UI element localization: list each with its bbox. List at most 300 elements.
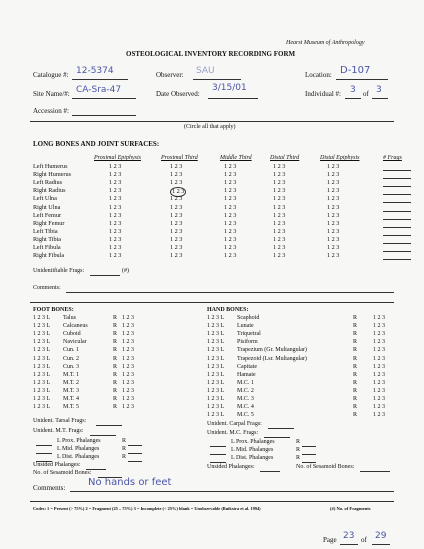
score-options[interactable]: 1 2 3 xyxy=(224,171,237,179)
left-score-options[interactable]: 1 2 3 L xyxy=(207,396,225,402)
score-options[interactable]: 1 2 3 xyxy=(224,219,237,227)
score-options[interactable]: 1 2 3 xyxy=(224,187,237,195)
long-bone-label: Left Femur xyxy=(33,211,62,219)
score-options[interactable]: 1 2 3 xyxy=(273,187,286,195)
foot-bone-name: Cun. 2 xyxy=(63,355,80,362)
col-distal-third: Distal Third xyxy=(270,155,300,161)
hand-bone-row xyxy=(207,403,397,411)
hand-dist-r-line[interactable] xyxy=(302,462,316,463)
right-marker: R xyxy=(353,315,358,321)
catalogue-line xyxy=(72,79,128,80)
left-score-options[interactable]: 1 2 3 L xyxy=(207,315,225,321)
foot-bone-name: Cun. 3 xyxy=(63,363,80,370)
score-options[interactable]: 1 2 3 xyxy=(170,227,183,235)
foot-bone-row xyxy=(33,330,203,338)
score-options[interactable]: 1 2 3 xyxy=(273,203,286,211)
hand-bone-name: Trapezium (Gr. Multangular) xyxy=(237,347,307,354)
foot-mid-r-line[interactable] xyxy=(128,453,142,454)
bottom-comments-value[interactable]: No hands or feet xyxy=(88,477,172,488)
foot-bone-row xyxy=(33,379,203,387)
right-marker: R xyxy=(353,331,358,338)
date-value[interactable]: 3/15/01 xyxy=(212,83,247,93)
hand-prox-r-line[interactable] xyxy=(302,446,316,447)
left-score-options[interactable]: 1 2 3 L xyxy=(207,331,225,338)
left-score-options[interactable]: 1 2 3 L xyxy=(33,387,51,394)
hand-bone-row xyxy=(207,330,397,338)
score-options[interactable]: 1 2 3 xyxy=(170,179,183,187)
unidentifiable-line[interactable] xyxy=(90,275,120,276)
location-line xyxy=(336,79,388,80)
left-score-options[interactable]: 1 2 3 L xyxy=(33,363,51,370)
right-marker: R xyxy=(113,355,118,362)
unident-carpal: Unident. Carpal Frags: xyxy=(207,421,262,427)
fragments-note: (#) No. of Fragments xyxy=(330,506,371,511)
foot-bone-name: M.T. 2 xyxy=(63,379,80,386)
hand-unsided-line[interactable] xyxy=(260,471,280,472)
long-bone-row xyxy=(0,252,424,260)
score-options[interactable]: 1 2 3 xyxy=(327,163,340,170)
score-options[interactable]: 1 2 3 xyxy=(273,195,286,203)
foot-dist: L Dist. Phalanges xyxy=(57,454,100,460)
score-options[interactable]: 1 2 3 xyxy=(273,179,286,187)
bottom-comments-line-2 xyxy=(30,501,394,502)
right-score-options[interactable]: 1 2 3 xyxy=(122,339,134,346)
hand-bone-name: Lunate xyxy=(237,323,254,330)
long-bone-row xyxy=(0,236,424,244)
header-rule xyxy=(30,121,394,122)
right-marker: R xyxy=(353,412,358,419)
col-proximal-third: Proximal Third xyxy=(161,155,198,161)
score-options[interactable]: 1 2 3 xyxy=(224,235,237,243)
foot-prox-r-line[interactable] xyxy=(128,445,142,446)
hand-bone-name: Triquetral xyxy=(237,331,261,338)
right-score-options[interactable]: 1 2 3 xyxy=(373,315,385,321)
page-number[interactable]: 23 xyxy=(343,531,355,541)
foot-bone-row xyxy=(33,363,203,371)
right-score-options[interactable]: 1 2 3 xyxy=(122,315,134,321)
hand-bone-name: M.C. 4 xyxy=(237,404,254,411)
right-marker: R xyxy=(113,387,118,394)
long-bone-row xyxy=(0,228,424,236)
foot-bone-row xyxy=(33,314,203,322)
score-options[interactable]: 1 2 3 xyxy=(170,235,183,243)
right-score-options[interactable]: 1 2 3 xyxy=(373,412,385,419)
score-options[interactable]: 1 2 3 xyxy=(273,244,286,251)
long-bone-row xyxy=(0,187,424,195)
site-label: Site Name/#: xyxy=(33,90,70,98)
score-options[interactable]: 1 2 3 xyxy=(109,179,122,187)
right-score-options[interactable]: 1 2 3 xyxy=(122,396,134,402)
long-bone-label: Right Ulna xyxy=(33,203,61,211)
right-score-options[interactable]: 1 2 3 xyxy=(373,404,385,411)
unident-carpal-line[interactable] xyxy=(268,428,294,429)
score-options[interactable]: 1 2 3 xyxy=(109,163,122,170)
hand-bone-name: Capitate xyxy=(237,363,257,370)
long-bone-row xyxy=(0,195,424,203)
foot-bone-name: Talus xyxy=(63,315,76,321)
hand-bone-name: Scaphoid xyxy=(237,315,260,321)
score-options[interactable]: 1 2 3 xyxy=(327,244,340,251)
site-value[interactable]: CA-Sra-47 xyxy=(76,85,122,95)
unident-tarsal: Unident. Tarsal Frags: xyxy=(33,418,87,424)
individual-total[interactable]: 3 xyxy=(376,85,382,95)
score-options[interactable]: 1 2 3 xyxy=(224,211,237,219)
hand-bone-row xyxy=(207,338,397,346)
right-score-options[interactable]: 1 2 3 xyxy=(122,404,134,411)
right-marker: R xyxy=(113,404,118,411)
individual-line xyxy=(345,98,361,99)
long-bone-label: Right Radius xyxy=(33,187,66,195)
hand-title: HAND BONES: xyxy=(207,307,249,313)
score-options[interactable]: 1 2 3 xyxy=(170,163,183,170)
score-options[interactable]: 1 2 3 xyxy=(170,211,183,219)
individual-value[interactable]: 3 xyxy=(350,85,356,95)
score-options[interactable]: 1 2 3 xyxy=(273,163,286,170)
catalogue-value[interactable]: 12-5374 xyxy=(76,66,114,76)
score-options[interactable]: 1 2 3 xyxy=(109,187,122,195)
unident-tarsal-line[interactable] xyxy=(96,425,122,426)
left-score-options[interactable]: 1 2 3 L xyxy=(207,404,225,411)
foot-sesamoid: No. of Sesamoid Bones: xyxy=(33,470,92,476)
long-bone-label: Right Fibula xyxy=(33,252,65,260)
left-score-options[interactable]: 1 2 3 L xyxy=(33,347,51,354)
codes-legend: Codes: 1 = Present (> 75%) 2 = Fragment (25 – 75%) 3 = Incomplete (< 25%) blank = Unobservable (Buikstra et al. 1994) xyxy=(33,506,261,511)
observer-line xyxy=(193,79,241,80)
individual-of: of xyxy=(363,90,369,98)
hand-dist-r: R xyxy=(296,455,301,461)
museum-name: Hearst Museum of Anthropology xyxy=(286,40,365,46)
score-options[interactable]: 1 2 3 xyxy=(224,195,237,203)
right-marker: R xyxy=(353,323,358,330)
observer-label: Observer: xyxy=(156,71,184,79)
score-options[interactable]: 1 2 3 xyxy=(170,244,183,251)
hand-bone-name: Trapezoid (Lsr. Multangular) xyxy=(237,355,307,362)
long-bone-label: Left Radius xyxy=(33,179,63,187)
hand-bone-name: M.C. 5 xyxy=(237,412,254,419)
score-options[interactable]: 1 2 3 xyxy=(170,252,183,260)
unidentifiable-label: Unidentifiable Frags: xyxy=(33,268,85,274)
score-options[interactable]: 1 2 3 xyxy=(109,171,122,179)
left-score-options[interactable]: 1 2 3 L xyxy=(33,371,51,378)
score-options[interactable]: 1 2 3 xyxy=(327,219,340,227)
right-marker: R xyxy=(353,355,358,362)
score-options[interactable]: 1 2 3 xyxy=(170,219,183,227)
long-bone-row xyxy=(0,220,424,228)
long-bone-row xyxy=(0,212,424,220)
right-marker: R xyxy=(113,331,118,338)
score-options[interactable]: 1 2 3 xyxy=(109,219,122,227)
long-bone-row xyxy=(0,163,424,171)
foot-bone-row xyxy=(33,371,203,379)
score-options[interactable]: 1 2 3 xyxy=(109,203,122,211)
unident-mt-line[interactable] xyxy=(90,435,116,436)
unident-mc-line[interactable] xyxy=(264,437,290,438)
foot-bone-name: M.T. 5 xyxy=(63,404,80,411)
score-options[interactable]: 1 2 3 xyxy=(224,179,237,187)
right-score-options[interactable]: 1 2 3 xyxy=(122,363,134,370)
left-score-options[interactable]: 1 2 3 L xyxy=(33,339,51,346)
hand-bone-row xyxy=(207,363,397,371)
score-options[interactable]: 1 2 3 xyxy=(273,219,286,227)
foot-bone-name: M.T. 1 xyxy=(63,371,80,378)
foot-dist-r: R xyxy=(122,454,127,460)
score-options[interactable]: 1 2 3 xyxy=(273,235,286,243)
right-score-options[interactable]: 1 2 3 xyxy=(122,379,134,386)
site-line xyxy=(72,98,136,99)
score-options[interactable]: 1 2 3 xyxy=(327,235,340,243)
individual-total-line xyxy=(372,98,388,99)
hand-bone-row xyxy=(207,355,397,363)
score-options[interactable]: 1 2 3 xyxy=(224,227,237,235)
date-label: Date Observed: xyxy=(156,90,200,98)
score-options[interactable]: 1 2 3 xyxy=(327,187,340,195)
foot-bone-name: Calcaneus xyxy=(63,323,88,330)
page-of: of xyxy=(361,536,367,544)
hand-mid: L Mid. Phalanges xyxy=(231,447,274,453)
hand-bone-row xyxy=(207,314,397,322)
left-score-options[interactable]: 1 2 3 L xyxy=(33,315,51,321)
left-score-options[interactable]: 1 2 3 L xyxy=(207,412,225,419)
left-score-options[interactable]: 1 2 3 L xyxy=(33,323,51,330)
long-bone-label: Right Femur xyxy=(33,219,65,227)
score-options[interactable]: 1 2 3 xyxy=(273,171,286,179)
hand-bone-name: M.C. 2 xyxy=(237,387,254,394)
long-bone-label: Left Fibula xyxy=(33,244,61,251)
foot-title: FOOT BONES: xyxy=(33,307,74,313)
accession-line[interactable] xyxy=(72,115,136,116)
hand-bone-name: M.C. 1 xyxy=(237,379,254,386)
location-label: Location: xyxy=(305,71,332,79)
location-value[interactable]: D-107 xyxy=(340,65,371,76)
foot-dist-r-line[interactable] xyxy=(128,461,142,462)
score-options[interactable]: 1 2 3 xyxy=(170,171,183,179)
right-marker: R xyxy=(353,404,358,411)
foot-prox-line[interactable] xyxy=(36,445,52,446)
hand-bone-row xyxy=(207,379,397,387)
col-proximal-epiphysis: Proximal Epiphysis xyxy=(94,155,141,161)
right-score-options[interactable]: 1 2 3 xyxy=(122,323,134,330)
score-options[interactable]: 1 2 3 xyxy=(327,195,340,203)
right-score-options[interactable]: 1 2 3 xyxy=(373,347,385,354)
unidentifiable-suffix: (#) xyxy=(122,268,129,274)
score-options[interactable]: 1 2 3 xyxy=(170,195,183,203)
col-frags: # Frags xyxy=(383,155,402,161)
left-score-options[interactable]: 1 2 3 L xyxy=(33,331,51,338)
score-options[interactable]: 1 2 3 xyxy=(109,227,122,235)
date-line xyxy=(208,98,258,99)
left-score-options[interactable]: 1 2 3 L xyxy=(207,363,225,370)
right-score-options[interactable]: 1 2 3 xyxy=(373,331,385,338)
foot-mid-line[interactable] xyxy=(36,453,52,454)
right-marker: R xyxy=(113,339,118,346)
score-options[interactable]: 1 2 3 xyxy=(224,203,237,211)
foot-bone-name: Navicular xyxy=(63,339,87,346)
long-bone-label: Left Ulna xyxy=(33,195,57,203)
col-distal-epiphysis: Distal Epiphysis xyxy=(320,155,360,161)
long-bone-label: Right Tibia xyxy=(33,235,62,243)
right-score-options[interactable]: 1 2 3 xyxy=(373,379,385,386)
right-score-options[interactable]: 1 2 3 xyxy=(122,371,134,378)
hand-prox-line[interactable] xyxy=(210,446,226,447)
score-options[interactable]: 1 2 3 xyxy=(109,244,122,251)
foot-bone-row xyxy=(33,338,203,346)
page-label: Page xyxy=(323,536,337,544)
right-marker: R xyxy=(353,371,358,378)
right-score-options[interactable]: 1 2 3 xyxy=(373,363,385,370)
score-options[interactable]: 1 2 3 xyxy=(170,203,183,211)
left-score-options[interactable]: 1 2 3 L xyxy=(207,379,225,386)
right-marker: R xyxy=(113,379,118,386)
right-score-options[interactable]: 1 2 3 xyxy=(122,387,134,394)
left-score-options[interactable]: 1 2 3 L xyxy=(207,371,225,378)
hand-dist-line[interactable] xyxy=(210,462,226,463)
form-title: OSTEOLOGICAL INVENTORY RECORDING FORM xyxy=(126,50,296,58)
long-comments-line-2[interactable] xyxy=(30,302,394,303)
score-options[interactable]: 1 2 3 xyxy=(327,211,340,219)
right-marker: R xyxy=(353,387,358,394)
accession-label: Accession #: xyxy=(33,107,69,115)
long-bone-label: Right Humerus xyxy=(33,171,71,179)
individual-label: Individual #: xyxy=(305,90,341,98)
score-options[interactable]: 1 2 3 xyxy=(172,188,185,196)
left-score-options[interactable]: 1 2 3 L xyxy=(207,387,225,394)
hand-bone-row xyxy=(207,387,397,395)
right-marker: R xyxy=(353,363,358,370)
left-score-options[interactable]: 1 2 3 L xyxy=(207,339,225,346)
left-score-options[interactable]: 1 2 3 L xyxy=(207,355,225,362)
right-marker: R xyxy=(113,371,118,378)
foot-unsided: Unsided Phalanges: xyxy=(33,462,81,468)
hand-mid-r-line[interactable] xyxy=(302,454,316,455)
long-bone-row xyxy=(0,171,424,179)
long-comments-line[interactable] xyxy=(66,292,394,293)
foot-bone-name: Cun. 1 xyxy=(63,347,80,354)
left-score-options[interactable]: 1 2 3 L xyxy=(33,396,51,402)
left-score-options[interactable]: 1 2 3 L xyxy=(207,323,225,330)
hand-bone-row xyxy=(207,346,397,354)
observer-value[interactable]: SAU xyxy=(196,66,215,76)
bottom-comments-line xyxy=(70,491,394,492)
right-marker: R xyxy=(353,379,358,386)
hand-sesamoid-line[interactable] xyxy=(360,471,390,472)
long-bone-row xyxy=(0,179,424,187)
foot-bone-row xyxy=(33,355,203,363)
right-marker: R xyxy=(353,347,358,354)
right-marker: R xyxy=(113,363,118,370)
hand-bone-name: Pisiform xyxy=(237,339,258,346)
long-bones-title: LONG BONES AND JOINT SURFACES: xyxy=(33,140,160,148)
hand-bone-row xyxy=(207,395,397,403)
long-bone-row xyxy=(0,244,424,252)
left-score-options[interactable]: 1 2 3 L xyxy=(33,404,51,411)
score-options[interactable]: 1 2 3 xyxy=(273,211,286,219)
score-options[interactable]: 1 2 3 xyxy=(109,195,122,203)
score-options[interactable]: 1 2 3 xyxy=(109,252,122,260)
catalogue-label: Catalogue #: xyxy=(33,71,69,79)
right-marker: R xyxy=(113,315,118,321)
long-bone-row xyxy=(0,204,424,212)
foot-bone-row xyxy=(33,395,203,403)
hand-bone-row xyxy=(207,371,397,379)
right-score-options[interactable]: 1 2 3 xyxy=(122,355,134,362)
right-score-options[interactable]: 1 2 3 xyxy=(373,355,385,362)
foot-bone-row xyxy=(33,346,203,354)
hand-sesamoid: No. of Sesamoid Bones: xyxy=(296,464,355,470)
right-score-options[interactable]: 1 2 3 xyxy=(122,331,134,338)
long-bone-label: Left Tibia xyxy=(33,227,58,235)
hand-mid-line[interactable] xyxy=(210,454,226,455)
score-options[interactable]: 1 2 3 xyxy=(224,163,237,170)
score-options[interactable]: 1 2 3 xyxy=(327,179,340,187)
right-score-options[interactable]: 1 2 3 xyxy=(373,339,385,346)
score-options[interactable]: 1 2 3 xyxy=(273,227,286,235)
score-options[interactable]: 1 2 3 xyxy=(327,252,340,260)
foot-bone-row xyxy=(33,403,203,411)
hand-dist: L Dist. Phalanges xyxy=(231,455,274,461)
right-score-options[interactable]: 1 2 3 xyxy=(373,371,385,378)
hand-unsided: Unsided Phalanges: xyxy=(207,464,255,470)
foot-bone-name: Cuboid xyxy=(63,331,81,338)
right-marker: R xyxy=(113,396,118,402)
score-options[interactable]: 1 2 3 xyxy=(109,235,122,243)
hand-bone-row xyxy=(207,322,397,330)
score-options[interactable]: 1 2 3 xyxy=(327,203,340,211)
frags-line[interactable] xyxy=(383,259,411,260)
right-score-options[interactable]: 1 2 3 xyxy=(122,347,134,354)
hand-bone-row xyxy=(207,411,397,419)
page-total-line xyxy=(372,544,390,545)
score-options[interactable]: 1 2 3 xyxy=(109,211,122,219)
score-options[interactable]: 1 2 3 xyxy=(273,252,286,260)
long-bone-label: Left Humerus xyxy=(33,163,68,170)
foot-mid-r: R xyxy=(122,446,127,452)
left-score-options[interactable]: 1 2 3 L xyxy=(33,355,51,362)
foot-prox: L Prox. Phalanges xyxy=(57,438,101,444)
right-marker: R xyxy=(353,396,358,402)
foot-bone-name: M.T. 4 xyxy=(63,396,80,402)
foot-mid: L Mid. Phalanges xyxy=(57,446,100,452)
page-number-line xyxy=(340,544,358,545)
foot-bone-row xyxy=(33,322,203,330)
right-marker: R xyxy=(353,339,358,346)
score-options[interactable]: 1 2 3 xyxy=(327,227,340,235)
score-options[interactable]: 1 2 3 xyxy=(327,171,340,179)
left-score-options[interactable]: 1 2 3 L xyxy=(33,379,51,386)
hand-prox: L Prox. Phalanges xyxy=(231,439,275,445)
right-marker: R xyxy=(113,347,118,354)
right-score-options[interactable]: 1 2 3 xyxy=(373,387,385,394)
foot-prox-r: R xyxy=(122,438,127,444)
hand-bone-name: M.C. 3 xyxy=(237,396,254,402)
circle-note: (Circle all that apply) xyxy=(184,124,236,130)
unident-mt: Unident. M.T. Frags: xyxy=(33,428,84,434)
hand-prox-r: R xyxy=(296,439,301,445)
left-score-options[interactable]: 1 2 3 L xyxy=(207,347,225,354)
foot-bone-row xyxy=(33,387,203,395)
right-marker: R xyxy=(113,323,118,330)
long-comments-label: Comments: xyxy=(33,285,61,291)
page-total[interactable]: 29 xyxy=(375,531,387,541)
score-options[interactable]: 1 2 3 xyxy=(224,252,237,260)
bottom-comments-label: Comments: xyxy=(33,484,66,492)
right-score-options[interactable]: 1 2 3 xyxy=(373,323,385,330)
col-middle-third: Middle Third xyxy=(220,155,252,161)
hand-bone-name: Hamate xyxy=(237,371,256,378)
unident-mc: Unident. M.C. Frags: xyxy=(207,430,259,436)
foot-bone-name: M.T. 3 xyxy=(63,387,80,394)
score-options[interactable]: 1 2 3 xyxy=(224,244,237,251)
right-score-options[interactable]: 1 2 3 xyxy=(373,396,385,402)
